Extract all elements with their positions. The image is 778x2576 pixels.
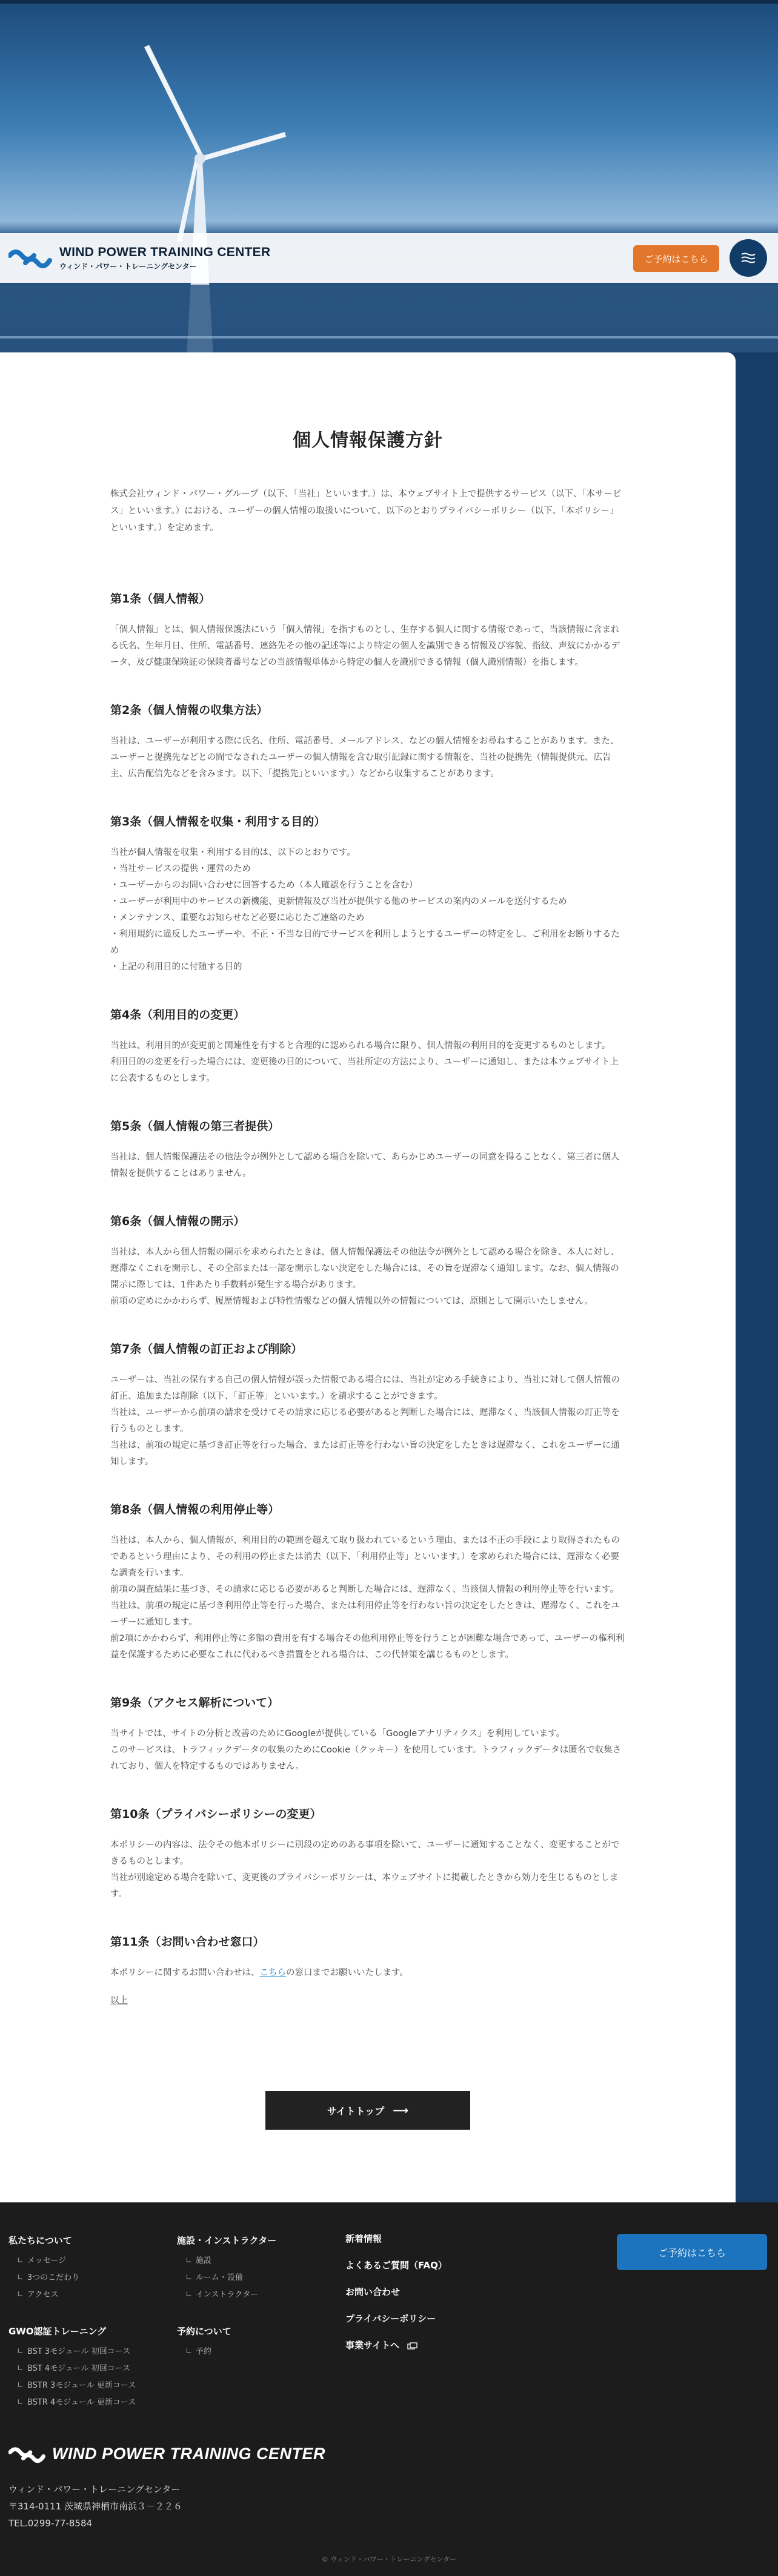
article-4 [110, 1006, 625, 1087]
article-line: 利用目的の変更を行った場合には、変更後の目的について、当社所定の方法により、ユーザーに通知し、または本ウェブサイト上に公表するものとします。 [110, 1057, 619, 1083]
footer-booking-title[interactable]: 予約について [177, 2326, 231, 2337]
inquiry-text-before: 本ポリシーに関するお問い合わせは、 [110, 1968, 260, 1978]
article-heading: 第2条（個人情報の収集方法） [110, 704, 268, 717]
footer-col-gwo [8, 2325, 136, 2411]
article-7 [110, 1340, 625, 1470]
footer-col-booking [177, 2325, 231, 2360]
external-link-icon [407, 2342, 418, 2350]
article-3 [110, 813, 625, 976]
article-line: 前項の定めにかかわらず、履歴情報および特性情報などの個人情報以外の情報については、原則として開示いたしません。 [110, 1296, 593, 1306]
article-heading: 第6条（個人情報の開示） [110, 1215, 245, 1228]
footer-col-links [345, 2225, 447, 2359]
footer-col-about [8, 2234, 79, 2304]
article-line: 当社は、本人から個人情報の開示を求められたときは、個人情報保護法その他法令が例外として認める場合を除き、本人に対し、遅滞なくこれを開示し、その全部または一部を開示しない決定をした場合には、その旨を遅滞なく通知します。なお、個人情報の開示に際しては、1件あたり手数料が発生する場合があります。 [110, 1247, 620, 1290]
footer-link-news[interactable]: 新着情報 [345, 2233, 382, 2244]
article-line: 前2項にかかわらず、利用停止等に多額の費用を有する場合その他利用停止等を行うことが困難な場合であって、ユーザーの権利利益を保護するために必要なこれに代わるべき措置をとれる場合は、この代替策を講じるものとします。 [110, 1634, 625, 1660]
site-top-button[interactable] [265, 2091, 470, 2130]
site-footer [0, 2202, 778, 2576]
article-body: 当社は、ユーザーが利用する際に氏名、住所、電話番号、メールアドレス、などの個人情報をお尋ねすることがあります。また、ユーザーと提携先などとの間でなされたユーザーの個人情報を含む取引記録に関する情報を、当社の提携先（情報提供元、広告主、広告配信先などを含みます。以下、｢提携先｣といいます。）などから収集することがあります。 [110, 736, 619, 779]
article-line: 当社は、本人から、個人情報が、利用目的の範囲を超えて取り扱われているという理由、または不正の手段により取得されたものであるという理由により、その利用の停止または消去（以下、「利用停止等」といいます。）を求められた場合には、遅滞なく必要な調査を行います。 [110, 1536, 620, 1578]
footer-col-facility [177, 2234, 276, 2304]
intro-text: 株式会社ウィンド・パワー・グループ（以下、「当社」といいます。）は、本ウェブサイト上で提供するサービス（以下、「本サービス」といいます。）における、ユーザーの個人情報の取扱いについて、以下のとおりプライバシーポリシー（以下、「本ポリシー」といいます。）を定めます。 [110, 489, 622, 533]
article-6 [110, 1212, 625, 1310]
footer-link-business[interactable] [345, 2332, 447, 2359]
article-line: ・当社サービスの提供・運営のため [110, 864, 251, 874]
privacy-policy-content [110, 425, 625, 2130]
article-8 [110, 1501, 625, 1663]
footer-gwo-title[interactable]: GWO認証トレーニング [8, 2326, 107, 2337]
footer-link-faq[interactable]: よくあるご質問（FAQ） [345, 2260, 447, 2271]
footer-link-access[interactable]: ∟ アクセス [17, 2287, 79, 2304]
site-header [0, 233, 778, 283]
article-heading: 第7条（個人情報の訂正および削除） [110, 1342, 303, 1356]
footer-address-block [8, 2481, 182, 2532]
footer-link-bstr3[interactable]: ∟ BSTR 3モジュール 更新コース [17, 2377, 136, 2394]
wave-logo-icon [8, 247, 52, 269]
content-card [0, 352, 736, 2202]
article-line: このサービスは、トラフィックデータの収集のためにCookie（クッキー）を使用しています。トラフィックデータは匿名で収集されており、個人を特定するものではありません。 [110, 1745, 622, 1771]
article-line: ・利用規約に違反したユーザーや、不正・不当な目的でサービスを利用しようとするユーザーの特定をし、ご利用をお断りするため [110, 930, 620, 956]
article-heading: 第10条（プライバシーポリシーの変更） [110, 1808, 322, 1821]
article-1 [110, 590, 625, 671]
article-line: ・メンテナンス、重要なお知らせなど必要に応じたご連絡のため [110, 913, 365, 923]
end-mark: 以上 [110, 1996, 128, 2006]
article-line: 当社は、前項の規定に基づき訂正等を行った場合、または訂正等を行わない旨の決定をしたときは遅滞なく、これをユーザーに通知します。 [110, 1441, 620, 1467]
article-line: 当社が別途定める場合を除いて、変更後のプライバシーポリシーは、本ウェブサイトに掲載したときから効力を生じるものとします。 [110, 1873, 619, 1899]
footer-about-title[interactable]: 私たちについて [8, 2235, 72, 2246]
menu-icon [740, 253, 756, 263]
article-line: 当社は、前項の規定に基づき利用停止等を行った場合、または利用停止等を行わない旨の決定をしたときは、遅滞なく、これをユーザーに通知します。 [110, 1601, 620, 1627]
article-line: ・ユーザーが利用中のサービスの新機能、更新情報及び当社が提供する他のサービスの案内のメールを送付するため [110, 897, 567, 907]
footer-link-reserve[interactable]: ∟ 予約 [185, 2343, 231, 2360]
article-line: ユーザーは、当社の保有する自己の個人情報が誤った情報である場合には、当社が定める手続きにより、当社に対して個人情報の訂正、追加または削除（以下、「訂正等」といいます。）を請求することができます。 [110, 1375, 620, 1401]
article-line: 当社が個人情報を収集・利用する目的は、以下のとおりです。 [110, 848, 356, 857]
footer-address: 〒314-0111 茨城県神栖市南浜３－２２６ [8, 2501, 182, 2512]
article-line: 前項の調査結果に基づき、その請求に応じる必要があると判断した場合には、遅滞なく、当該個人情報の利用停止等を行います。 [110, 1585, 619, 1594]
article-heading: 第9条（アクセス解析について） [110, 1696, 279, 1709]
wave-logo-icon [8, 2445, 46, 2463]
article-10 [110, 1805, 625, 1903]
article-line: 本ポリシーの内容は、法令その他本ポリシーに別段の定めのある事項を除いて、ユーザーに通知することなく、変更することができるものとします。 [110, 1840, 620, 1866]
logo-text-en: WIND POWER TRAINING CENTER [59, 245, 271, 259]
article-5 [110, 1117, 625, 1182]
footer-logo-text: WIND POWER TRAINING CENTER [52, 2445, 325, 2463]
page-title: 個人情報保護方針 [293, 430, 443, 451]
wind-turbine-image [0, 0, 778, 357]
article-heading: 第5条（個人情報の第三者提供） [110, 1120, 280, 1133]
menu-button[interactable] [730, 239, 767, 277]
footer-link-bstr4[interactable]: ∟ BSTR 4モジュール 更新コース [17, 2394, 136, 2411]
footer-link-facility[interactable]: ∟ 施設 [185, 2253, 276, 2270]
article-heading: 第3条（個人情報を収集・利用する目的） [110, 815, 326, 828]
site-logo[interactable] [8, 245, 270, 271]
side-accent-bar [736, 352, 778, 2202]
inquiry-text-after: の窓口までお願いいたします。 [286, 1968, 408, 1978]
article-line: ・上記の利用目的に付随する目的 [110, 962, 242, 972]
footer-link-instructors[interactable]: ∟ インストラクター [185, 2287, 276, 2304]
article-9 [110, 1694, 625, 1775]
footer-link-rooms[interactable]: ∟ ルーム・設備 [185, 2270, 276, 2287]
article-line: 当社は、利用目的が変更前と関連性を有すると合理的に認められる場合に限り、個人情報の利用目的を変更するものとします。 [110, 1041, 611, 1051]
article-11 [110, 1933, 625, 2006]
article-heading: 第11条（お問い合わせ窓口） [110, 1935, 265, 1949]
article-body: 「個人情報」とは、個人情報保護法にいう「個人情報」を指すものとし、生存する個人に関する情報であって、当該情報に含まれる氏名、生年月日、住所、電話番号、連絡先その他の記述等により特定の個人を識別できる情報及び容貌、指紋、声紋にかかるデータ、及び健康保険証の保険者番号などの当該情報単体から特定の個人を識別できる情報（個人識別情報）を指します。 [110, 625, 620, 667]
footer-facility-title[interactable]: 施設・インストラクター [177, 2235, 277, 2246]
footer-link-bst4[interactable]: ∟ BST 4モジュール 初回コース [17, 2360, 136, 2377]
site-top-label: サイトトップ [327, 2105, 385, 2117]
footer-reserve-button[interactable]: ご予約はこちら [617, 2234, 767, 2270]
logo-text-jp: ウィンド・パワー・トレーニングセンター [59, 262, 197, 271]
inquiry-text [110, 1965, 625, 1981]
footer-link-contact[interactable]: お問い合わせ [345, 2287, 401, 2297]
reserve-button[interactable]: ご予約はこちら [633, 245, 719, 272]
top-button-wrap [110, 2091, 625, 2130]
footer-link-privacy[interactable]: プライバシーポリシー [345, 2313, 436, 2324]
article-line: 当サイトでは、サイトの分析と改善のためにGoogleが提供している「Googleアナリティクス」を利用しています。 [110, 1729, 565, 1739]
footer-business-label: 事業サイトへ [345, 2340, 399, 2351]
main-section [0, 352, 778, 2202]
article-line: 当社は、ユーザーから前項の請求を受けてその請求に応じる必要があると判断した場合には、遅滞なく、当該個人情報の訂正等を行うものとします。 [110, 1408, 620, 1434]
article-heading: 第8条（個人情報の利用停止等） [110, 1503, 280, 1516]
footer-tel[interactable]: TEL.0299-77-8584 [8, 2518, 93, 2529]
article-line: ・ユーザーからのお問い合わせに回答するため（本人確認を行うことを含む） [110, 880, 418, 890]
footer-link-bst3[interactable]: ∟ BST 3モジュール 初回コース [17, 2343, 136, 2360]
footer-link-commitments[interactable]: ∟ 3つのこだわり [17, 2270, 79, 2287]
footer-company-name: ウィンド・パワー・トレーニングセンター [8, 2484, 181, 2495]
footer-link-message[interactable]: ∟ メッセージ [17, 2253, 79, 2270]
hero-section [0, 0, 778, 357]
footer-logo[interactable] [8, 2445, 325, 2463]
arrow-right-icon: ⟶ [393, 2104, 409, 2117]
copyright: © ウィンド・パワー・トレーニングセンター [321, 2555, 457, 2563]
article-heading: 第1条（個人情報） [110, 592, 211, 606]
article-body: 当社は、個人情報保護法その他法令が例外として認める場合を除いて、あらかじめユーザーの同意を得ることなく、第三者に個人情報を提供することはありません。 [110, 1152, 620, 1178]
inquiry-link[interactable]: こちら [259, 1968, 286, 1978]
article-2 [110, 701, 625, 782]
article-heading: 第4条（利用目的の変更） [110, 1008, 245, 1022]
